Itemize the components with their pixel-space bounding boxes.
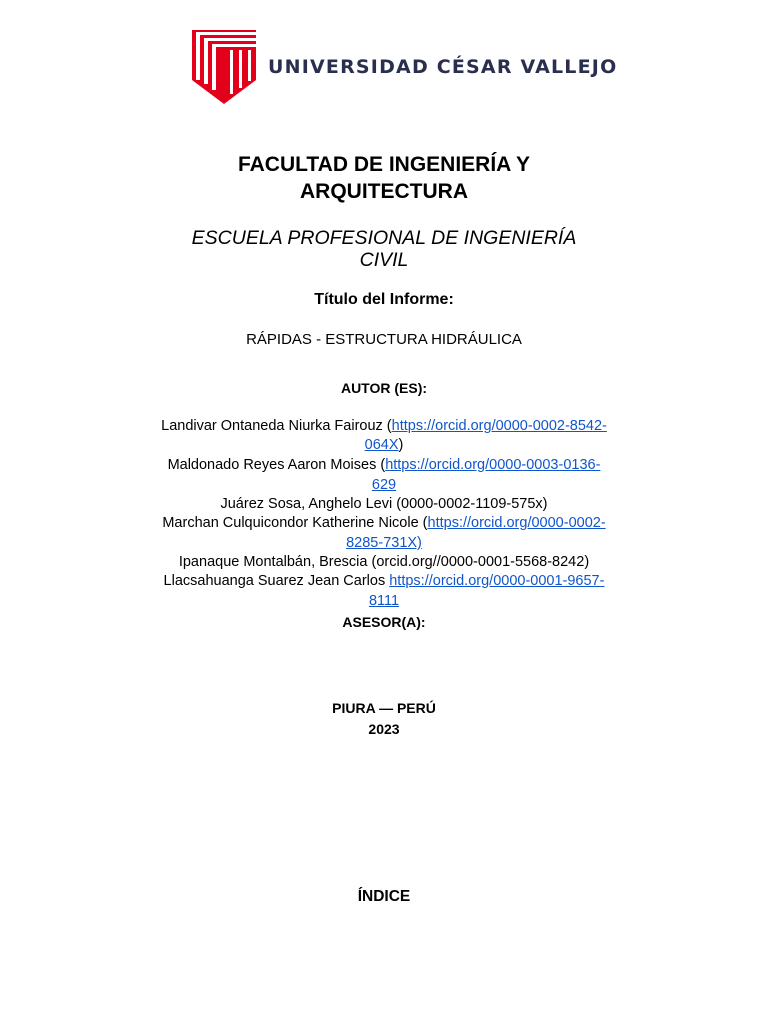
author-line-cont	[0, 593, 768, 609]
orcid-link-cont[interactable]: 629	[371, 477, 397, 493]
university-name: UNIVERSIDAD CÉSAR VALLEJO	[268, 56, 618, 78]
author-line	[0, 418, 768, 434]
orcid-link[interactable]: https://orcid.org/0000-0002-8542-	[391, 418, 607, 434]
place: PIURA — PERÚ	[332, 700, 436, 716]
report-title: RÁPIDAS - ESTRUCTURA HIDRÁULICA	[246, 331, 522, 348]
author-line	[0, 573, 768, 589]
author-line-cont	[0, 477, 768, 493]
author-line-cont	[0, 437, 768, 453]
report-title-label: Título del Informe:	[314, 291, 454, 308]
year: 2023	[368, 721, 400, 737]
school-title	[0, 227, 768, 271]
author-name: Landivar Ontaneda Niurka Fairouz (	[161, 418, 392, 434]
author-line-cont	[0, 535, 768, 551]
university-logo	[190, 28, 618, 106]
faculty-line-1: FACULTAD DE INGENIERÍA Y	[237, 153, 531, 176]
advisor-label: ASESOR(A):	[342, 614, 426, 630]
orcid-link-cont[interactable]: 8111	[368, 593, 400, 609]
authors-label: AUTOR (ES):	[340, 380, 428, 396]
author-line: Ipanaque Montalbán, Brescia (orcid.org//0000-0001-5568-8242)	[178, 554, 590, 570]
orcid-link[interactable]: https://orcid.org/0000-0003-0136-	[385, 457, 601, 473]
orcid-link[interactable]: https://orcid.org/0000-0002-	[427, 515, 606, 531]
ucv-shield-icon	[190, 28, 260, 106]
author-line: Juárez Sosa, Anghelo Levi (0000-0002-1109-575x)	[220, 496, 548, 512]
index-heading: ÍNDICE	[357, 888, 411, 905]
author-name: Llacsahuanga Suarez Jean Carlos	[163, 573, 390, 589]
author-line	[0, 457, 768, 473]
author-name: Marchan Culquicondor Katherine Nicole (	[162, 515, 428, 531]
faculty-title	[0, 151, 768, 205]
school-line-1: ESCUELA PROFESIONAL DE INGENIERÍA	[191, 227, 577, 249]
orcid-link[interactable]: https://orcid.org/0000-0001-9657-	[389, 573, 605, 589]
author-line	[0, 515, 768, 531]
school-line-2: CIVIL	[359, 249, 409, 271]
author-suffix: )	[398, 437, 404, 453]
faculty-line-2: ARQUITECTURA	[300, 180, 468, 203]
author-name: Maldonado Reyes Aaron Moises (	[167, 457, 386, 473]
orcid-link-cont[interactable]: 064X	[364, 437, 399, 453]
orcid-link-cont[interactable]: 8285-731X)	[346, 535, 422, 551]
